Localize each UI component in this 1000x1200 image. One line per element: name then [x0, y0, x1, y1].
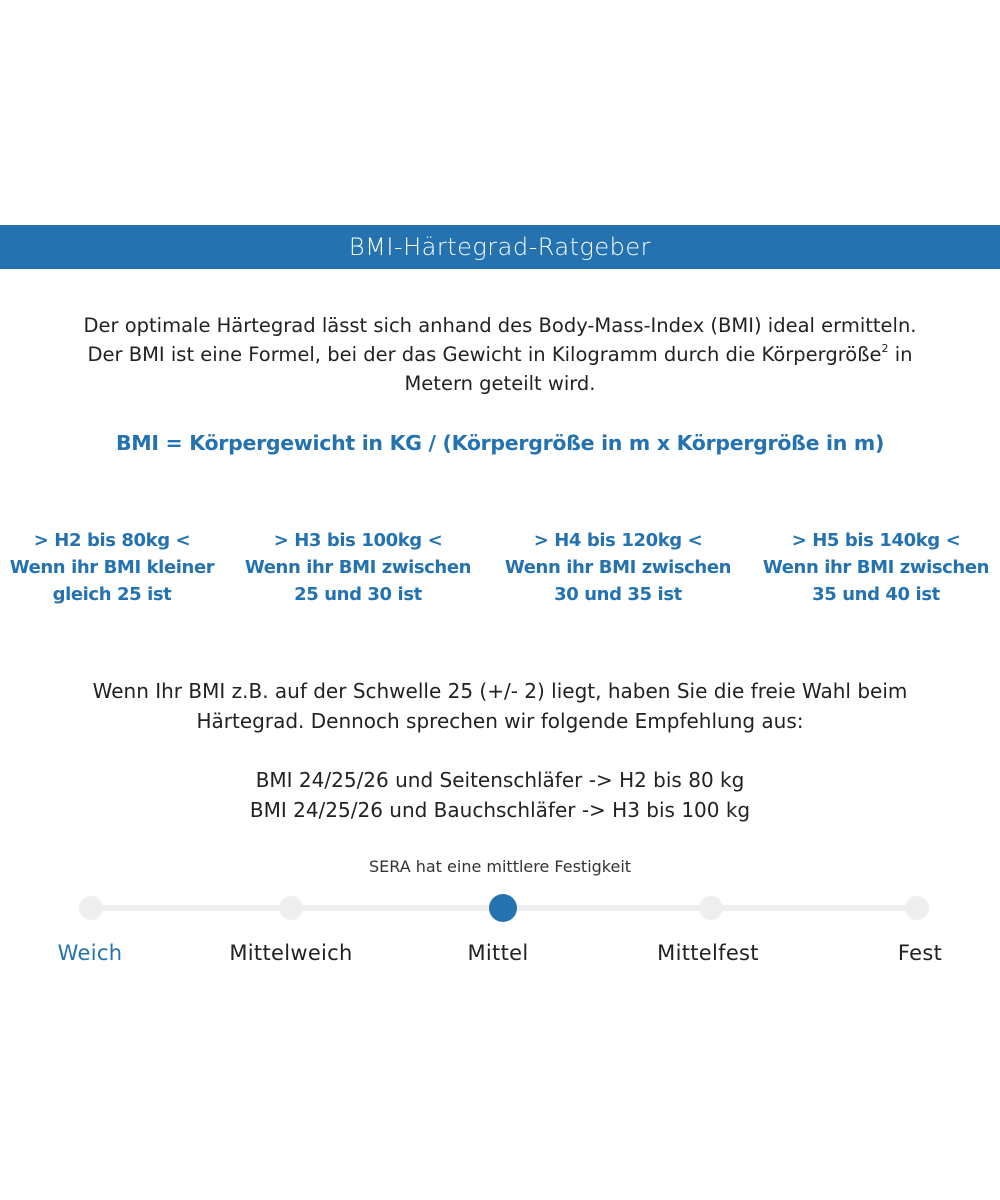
page-title: BMI-Härtegrad-Ratgeber: [348, 233, 652, 261]
group-condition: Wenn ihr BMI zwischen: [504, 557, 732, 578]
intro-text: [0, 311, 1000, 398]
group-title: > H4 bis 120kg <: [533, 530, 703, 551]
note-line-2: Härtegrad. Dennoch sprechen wir folgende Empfehlung aus:: [196, 709, 804, 733]
hardness-group-h3: [232, 527, 484, 608]
intro-line-2-text: Der BMI ist eine Formel, bei der das Gewicht in Kilogramm durch die Körpergröße: [87, 343, 882, 366]
group-range: 30 und 35 ist: [554, 584, 682, 605]
recommendation-stomach-sleeper: BMI 24/25/26 und Bauchschläfer -> H3 bis 100 kg: [249, 798, 751, 822]
firmness-caption: SERA hat eine mittlere Festigkeit: [368, 857, 632, 876]
note-line-1: Wenn Ihr BMI z.B. auf der Schwelle 25 (+/- 2) liegt, haben Sie die freie Wahl beim: [92, 679, 908, 703]
firmness-label-weich: Weich: [57, 941, 123, 965]
title-banner: [0, 225, 1000, 269]
group-condition: Wenn ihr BMI kleiner: [9, 557, 215, 578]
intro-line-1: Der optimale Härtegrad lässt sich anhand des Body-Mass-Index (BMI) ideal ermitteln.: [83, 314, 917, 337]
firmness-dot-mittel: [489, 894, 517, 922]
intro-line-2-end: in: [888, 343, 913, 366]
hardness-group-h5: [752, 527, 1000, 608]
group-range: gleich 25 ist: [52, 584, 172, 605]
recommendation-side-sleeper: BMI 24/25/26 und Seitenschläfer -> H2 bis 80 kg: [255, 768, 745, 792]
group-condition: Wenn ihr BMI zwischen: [244, 557, 472, 578]
hardness-group-h2: [0, 527, 224, 608]
group-range: 25 und 30 ist: [294, 584, 422, 605]
group-range: 35 und 40 ist: [812, 584, 940, 605]
recommendations: [0, 765, 1000, 825]
hardness-groups: [0, 527, 1000, 617]
firmness-dot-fest: [905, 896, 929, 920]
hardness-group-h4: [492, 527, 744, 608]
firmness-dot-mittelfest: [699, 896, 723, 920]
intro-line-2: [0, 340, 1000, 369]
superscript-two: 2: [881, 342, 889, 355]
firmness-label-mittelfest: Mittelfest: [657, 941, 759, 965]
intro-line-3: Metern geteilt wird.: [404, 372, 596, 395]
firmness-label-mittelweich: Mittelweich: [229, 941, 353, 965]
group-condition: Wenn ihr BMI zwischen: [762, 557, 990, 578]
threshold-note: [0, 676, 1000, 736]
firmness-label-mittel: Mittel: [467, 941, 529, 965]
group-title: > H2 bis 80kg <: [33, 530, 191, 551]
firmness-dot-weich: [79, 896, 103, 920]
bmi-formula: BMI = Körpergewicht in KG / (Körpergröße in m x Körpergröße in m): [115, 431, 885, 455]
group-title: > H5 bis 140kg <: [791, 530, 961, 551]
firmness-dot-mittelweich: [279, 896, 303, 920]
firmness-label-fest: Fest: [897, 941, 943, 965]
group-title: > H3 bis 100kg <: [273, 530, 443, 551]
